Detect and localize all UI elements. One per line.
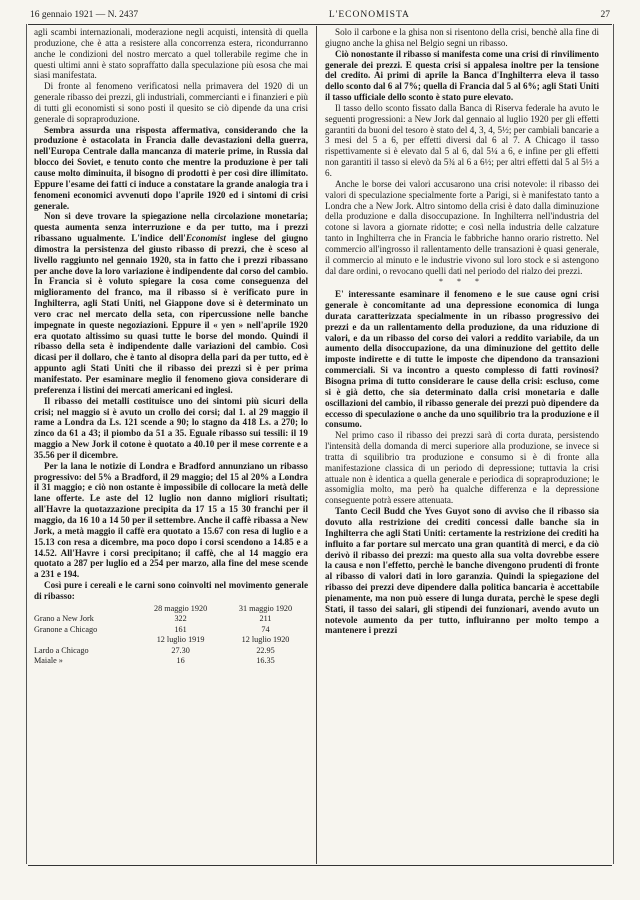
economist-title: Economist bbox=[185, 233, 226, 244]
right-paragraph-6: Nel primo caso il ribasso dei prezzi sarà di corta durata, persistendo l'intensità della domanda di merci superiore alla produzione, se invece si tratta di squilibrio tra produzione e consumo si è di fronte alla manifestazione classica di un periodo di depressione; tuttavia la crisi attuale non è identica a quella generale e periodica di sopraproduzione; le assomiglia molto, ma però ha qualche differenza e la depressione conseguente potrà essere attenuata. bbox=[325, 430, 599, 506]
left-paragraph-2: Di fronte al fenomeno verificatosi nella primavera del 1920 di un generale ribasso dei prezzi, gli industriali, commercianti e i finanzieri e più di tutti gli economisti si sono posti il quesito se ciò dipende da una crisi generale di sopraproduzione. bbox=[34, 81, 308, 124]
price-table-row: Lardo a Chicago 27.30 22.95 bbox=[34, 645, 275, 655]
price-table bbox=[34, 604, 308, 667]
header-date-issue: 16 gennaio 1921 — N. 2437 bbox=[30, 10, 139, 20]
left-paragraph-5: Il ribasso dei metalli costituisce uno dei sintomi più sicuri della crisi; nel maggio si è avuto un crollo dei corsi; dal 1. al 29 maggio il rame a Londra da Ls. 121 scende a 90; lo stagno da 418 Ls. a 270; lo zinco da 61 a 43; il piombo da 51 a 35. Eguale ribasso sui tessili: il 19 maggio a New Jork il cotone è quotato a 40.10 per il mese corrente e a 35.56 per il dicembre. bbox=[34, 395, 308, 460]
price-table-header-row: 28 maggio 1920 31 maggio 1920 bbox=[153, 603, 293, 613]
right-column bbox=[325, 27, 599, 859]
price-table-header-row: 12 luglio 1919 12 luglio 1920 bbox=[156, 635, 290, 645]
left-paragraph-7: Così pure i cereali e le carni sono coinvolti nel movimento generale di ribasso: bbox=[34, 580, 308, 601]
right-paragraph-1: Solo il carbone e la ghisa non si risentono della crisi, benchè alla fine di giugno anche la ghisa nel Belgio segni un ribasso. bbox=[325, 27, 599, 48]
right-paragraph-4: Anche le borse dei valori accusarono una crisi notevole: il ribasso dei valori di speculazione specialmente forte a Parigi, si è manifestato tanto a Londra che a New Jork. Altro sintomo della crisi è dato dalla diminuzione della produzione e dalla disoccupazione. In Inghilterra nell'industria del cotone si lavora a giornate ridotte; e così nella industria delle calzature tanto in Inghilterra che in Francia le fabbriche hanno orario ristretto. Nel commercio all'ingrosso il rallentamento delle transazioni è quasi generale, il commercio al minuto e le industrie vivono sul loro stock e si astengono dal dare ordini, o revocano quelli dati nel periodo del rialzo dei prezzi. bbox=[325, 178, 599, 276]
right-paragraph-3: Il tasso dello sconto fissato dalla Banca di Riserva federale ha avuto le seguenti progressioni: a New Jork dal gennaio al luglio 1920 per gli effetti garantiti da buoni del tesoro è stato del 4, 3, 4, 5½; per cambiali bancarie a 3 mesi del 5 a 6, per effetti diversi dal 6 al 7. A Chicago il tasso rispettivamente si è elevato dal 5 al 6, dal 5¼ a 6, e infine per gli effetti non garantiti il tasso si elevò da 5¾ al 6 a 6½; per altri effetti dal 5 al 5½ a 6. bbox=[325, 102, 599, 178]
left-paragraph-4a: Non si deve trovare la spiegazione nella circolazione monetaria; questa aumenta senza interruzione e da per tutto, ma i prezzi ribassano ugualmente. L'indice dell' bbox=[34, 211, 308, 244]
page-number: 27 bbox=[600, 10, 610, 20]
left-border-rule bbox=[26, 24, 27, 864]
left-column bbox=[34, 27, 308, 859]
price-table-row: Maiale » 16 16.35 bbox=[34, 656, 275, 666]
right-paragraph-2: Ciò nonostante il ribasso si manifesta come una crisi di rinvilimento generale dei prezzi. E questa crisi si appalesa inoltre per la tensione del credito. Ai primi di aprile la Banca d'Inghilterra eleva il tasso dello sconto dal 6 al 7%; quella di Francia dal 5 al 6%; agli Stati Uniti il tasso ufficiale dello sconto è stato pure elevato. bbox=[325, 48, 599, 103]
bottom-rule bbox=[28, 865, 612, 866]
section-separator: * * * bbox=[439, 277, 485, 287]
left-paragraph-4b: inglese del giugno dimostra la persistenza del giusto ribasso di prezzi, che è sceso al livello raggiunto nel gennaio 1920, sta in fatto che i prezzi ribassano per anche dove la loro variazione è indipendente dal corso del cambio. In Francia si è voluto spiegare la cosa come conseguenza del miglioramento del franco, ma il ribasso si è verificato pure in Inghilterra, agli Stati Uniti, nel Giappone dove si è determinato un vero crac nel mercato della seta, con ripercussione nelle banche impegnate in queste negoziazioni. Eppure il « yen » nell'aprile 1920 era quotato altissimo su quasi tutte le borse del mondo. Quindi il ribasso della seta è indipendente dalle variazioni del cambio. Così dicasi per il dollaro, che è tanto al disopra della pari da per tutto, ed è appunto agli Stati Uniti che il ribasso dei prezzi si è per prima manifestato. Per esaminare meglio il fenomeno giova considerare di preferenza i listini dei mercati americani ed inglesi. bbox=[34, 233, 308, 395]
page-header bbox=[30, 6, 610, 24]
price-table-row: Grano a New Jork 322 211 bbox=[34, 614, 272, 624]
right-paragraph-7: Tanto Cecil Budd che Yves Guyot sono di avviso che il ribasso sia dovuto alla restrizione dei crediti concessi dalle banche sia in Inghilterra che agli Stati Uniti: certamente la restrizione dei crediti ha influito a far portare sul mercato una gran quantità di merci, e da ciò derivò il ribasso dei prezzi: ma questo alla sua volta dovrebbe essere la causa e non l'effetto, perchè le banche divengono prudenti di fronte al ribasso di valori dati in loro garanzia. Quindi la spiegazione del ribasso dei prezzi deve dipendere dalla politica bancaria è accettabile pienamente, ma non può essere di lunga durata, perchè le spese degli Stati, il tasso dei salari, gli stipendi dei funzionari, avendo avuto un notevole aumento da per tutto, influiranno per molto tempo a mantenere i prezzi bbox=[325, 506, 599, 636]
top-rule bbox=[28, 24, 612, 25]
left-paragraph-1: agli scambi internazionali, moderazione negli acquisti, intensità di quella produzione, che è atta a resistere alla concorrenza estera, ricondurranno anche le condizioni del nostro mercato a quel tollerabile regime che in questi ultimi anni è stato sopraffatto dalla speculazione più esosa che mai siasi manifestata. bbox=[34, 27, 308, 81]
price-table-row: Granone a Chicago 161 74 bbox=[34, 624, 270, 634]
column-divider bbox=[316, 26, 317, 864]
header-title: L'ECONOMISTA bbox=[328, 10, 410, 20]
left-paragraph-6: Per la lana le notizie di Londra e Bradford annunziano un ribasso progressivo: del 5% a Bradford, il 29 maggio; del 15 al 20% a Londra il 31 maggio; e ciò non ostante è impossibile di collocare la metà delle lane offerte. Le aste del 12 luglio non danno migliori risultati; all'Havre la quotazzazione precipita da 17 15 a 15 30 franchi per il maggio, da 16 10 a 14 50 per il settembre. Anche il caffè ribassa a New Jork, a metà maggio il caffè era quotato a 15.67 con resa di luglio e a 15.13 con resa a dicembre, ma poco dopo i corsi scendono a 14.85 e a 14.52. All'Havre i corsi precipitano; il caffè, che al 14 maggio era quotato a 287 per luglio ed a 254 per marzo, alla fine del mese scende a 231 e 194. bbox=[34, 460, 308, 580]
right-border-rule bbox=[613, 24, 614, 864]
left-paragraph-3: Sembra assurda una risposta affermativa, considerando che la produzione è ostacolata in Francia dalle devastazioni della guerra, nell'Europa Centrale dalla mancanza di materie prime, in Russia dal blocco dei Soviet, e tenuto conto che mentre la produzione è per tali cause molto diminuita, il bisogno di prodotti è per così dire illimitato. Eppure l'esame dei fatti ci induce a constatare la grande analogia tra i fenomeni economici avvenuti dopo l'aprile 1920 ed i sintomi di crisi generale. bbox=[34, 124, 308, 211]
right-paragraph-5: E' interessante esaminare il fenomeno e le sue cause ogni crisi generale è concomitante ad una depressione economica di lunga durata caratterizzata specialmente in un ribasso progressivo dei prezzi e da un rallentamento della produzione, da una riduzione di valori, e da un ribasso del corso dei valori a reddito variabile, da un aumento della disoccupazione, da una diminuzione del gettito delle imposte indirette e di tutte le imposte che dipendono da transazioni commerciali. Si va incontro a questo complesso di fatti rovinosi? Bisogna prima di tutto considerare le cause della crisi: escluso, come si è già detto, che sia determinato dalla crisi monetaria e dalle oscillazioni del cambio, il ribasso generale dei prezzi può dipendere da eccesso di speculazione o anche da uno squilibrio tra la produzione e il consumo. bbox=[325, 289, 599, 430]
left-paragraph-4 bbox=[34, 211, 308, 395]
